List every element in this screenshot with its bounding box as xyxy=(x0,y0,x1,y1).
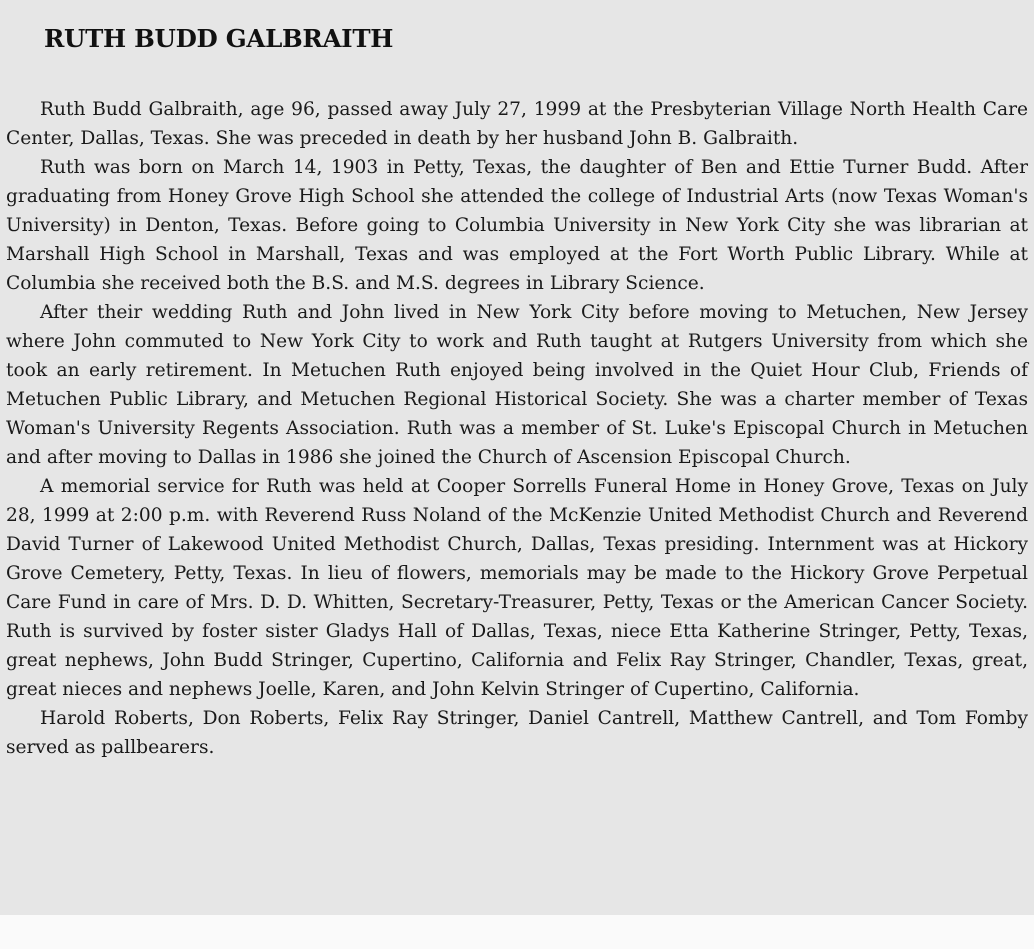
obituary-body xyxy=(6,95,1028,762)
paragraph-pallbearers: Harold Roberts, Don Roberts, Felix Ray Stringer, Daniel Cantrell, Matthew Cantrell, and Tom Fomby served as pallbearers. xyxy=(6,708,1028,758)
page-margin xyxy=(0,915,1034,949)
paragraph-memorial-service: A memorial service for Ruth was held at Cooper Sorrells Funeral Home in Honey Grove, Texas on July 28, 1999 at 2:00 p.m. with Reverend Russ Noland of the McKenzie United Methodist Church and Reverend David Turner of Lakewood United Methodist Church, Dallas, Texas presiding. Internment was at Hickory Grove Cemetery, Petty, Texas. In lieu of flowers, memorials may be made to the Hickory Grove Perpetual Care Fund in care of Mrs. D. D. Whitten, Secretary-Treasurer, Petty, Texas or the American Cancer Society. Ruth is survived by foster sister Gladys Hall of Dallas, Texas, niece Etta Katherine Stringer, Petty, Texas, great nephews, John Budd Stringer, Cupertino, California and Felix Ray Stringer, Chandler, Texas, great, great nieces and nephews Joelle, Karen, and John Kelvin Stringer of Cupertino, California. xyxy=(6,476,1028,700)
paragraph-marriage-career: After their wedding Ruth and John lived in New York City before moving to Metuchen, New Jersey where John commuted to New York City to work and Ruth taught at Rutgers University from which she took an early retirement. In Metuchen Ruth enjoyed being involved in the Quiet Hour Club, Friends of Metuchen Public Library, and Metuchen Regional Historical Society. She was a charter member of Texas Woman's University Regents Association. Ruth was a member of St. Luke's Episcopal Church in Metuchen and after moving to Dallas in 1986 she joined the Church of Ascension Episcopal Church. xyxy=(6,302,1028,468)
paragraph-death-notice: Ruth Budd Galbraith, age 96, passed away July 27, 1999 at the Presbyterian Village North Health Care Center, Dallas, Texas. She was preceded in death by her husband John B. Galbraith. xyxy=(6,99,1028,149)
obituary-headline: RUTH BUDD GALBRAITH xyxy=(44,24,394,53)
paragraph-early-life: Ruth was born on March 14, 1903 in Petty, Texas, the daughter of Ben and Ettie Turner Budd. After graduating from Honey Grove High School she attended the college of Industrial Arts (now Texas Woman's University) in Denton, Texas. Before going to Columbia University in New York City she was librarian at Marshall High School in Marshall, Texas and was employed at the Fort Worth Public Library. While at Columbia she received both the B.S. and M.S. degrees in Library Science. xyxy=(6,157,1028,294)
